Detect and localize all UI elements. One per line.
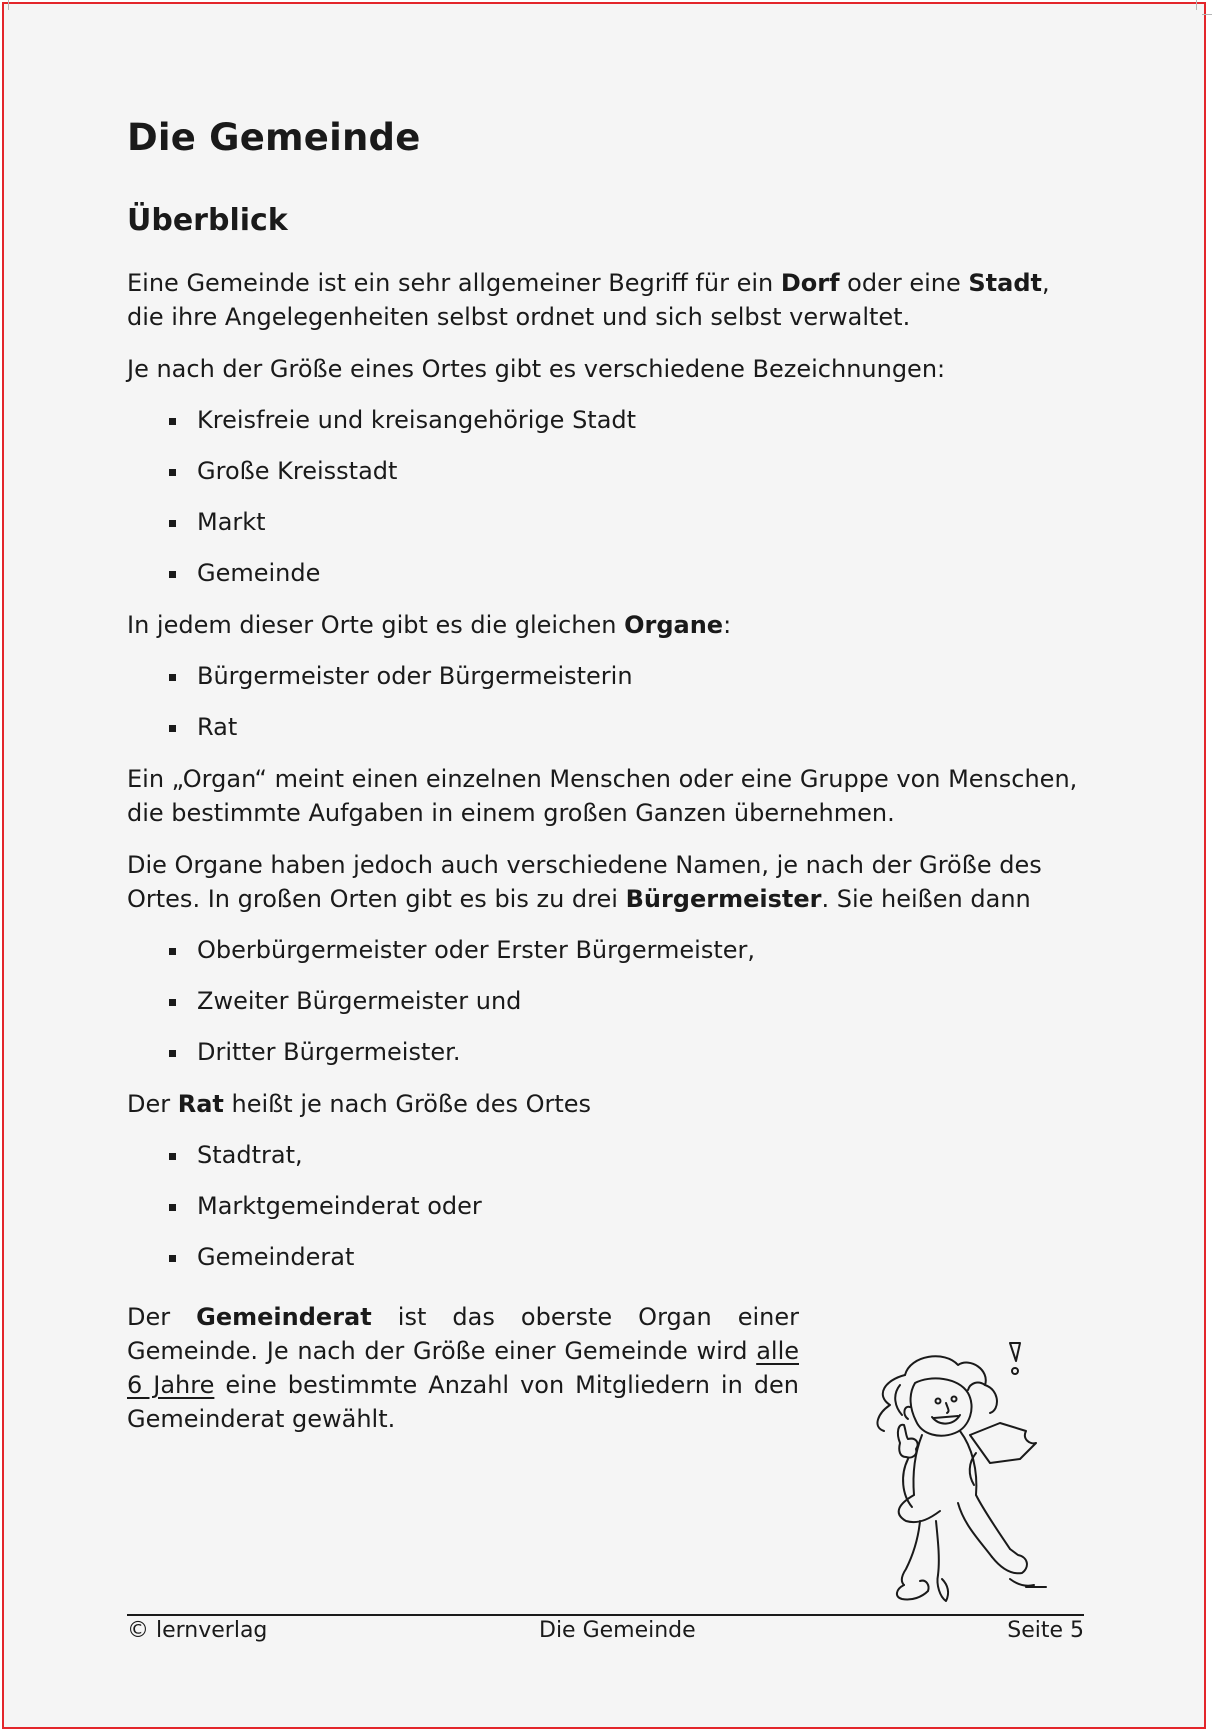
- section-heading: Überblick: [127, 203, 288, 238]
- crop-mark-top-right: [1196, 0, 1197, 10]
- list-item: Gemeinde: [127, 556, 1087, 590]
- list-item: Große Kreisstadt: [127, 454, 1087, 488]
- document-body: [127, 108, 1087, 1436]
- list-item: Dritter Bürgermeister.: [127, 1035, 1087, 1069]
- list-item: Bürgermeister oder Bürgermeisterin: [127, 659, 1087, 693]
- mayors-list: [127, 933, 1087, 1069]
- footer-page-number: Seite 5: [1007, 1618, 1084, 1643]
- footer-title: Die Gemeinde: [539, 1618, 696, 1643]
- footer-publisher: © lernverlag: [127, 1618, 268, 1643]
- list-item: Gemeinderat: [127, 1240, 1087, 1274]
- organs-intro-paragraph: In jedem dieser Orte gibt es die gleichen Organe:: [127, 611, 732, 639]
- list-item: Stadtrat,: [127, 1138, 1087, 1172]
- footer-divider: [127, 1614, 1084, 1616]
- crop-mark-top-left: [8, 0, 9, 10]
- councils-list: [127, 1138, 1087, 1274]
- list-item: Oberbürgermeister oder Erster Bürgermeister,: [127, 933, 1087, 967]
- sizes-list: [127, 403, 1087, 590]
- list-item: Markt: [127, 505, 1087, 539]
- council-intro-paragraph: Der Rat heißt je nach Größe des Ortes: [127, 1090, 592, 1118]
- list-item: Kreisfreie und kreisangehörige Stadt: [127, 403, 1087, 437]
- organ-definition-paragraph: Ein „Organ“ meint einen einzelnen Menschen oder eine Gruppe von Menschen, die bestimmte Aufgaben in einem großen Ganzen übernehmen.: [127, 765, 1078, 827]
- list-item: Zweiter Bürgermeister und: [127, 984, 1087, 1018]
- names-intro-paragraph: Die Organe haben jedoch auch verschiedene Namen, je nach der Größe des Ortes. In großen Orten gibt es bis zu drei Bürgermeister. Sie heißen dann: [127, 851, 1042, 913]
- gemeinderat-paragraph: Der Gemeinderat ist das oberste Organ einer Gemeinde. Je nach der Größe einer Gemeinde wird alle 6 Jahre eine bestimmte Anzahl von Mitgliedern in den Gemeinderat gewählt.: [127, 1303, 800, 1433]
- organs-list: [127, 659, 1087, 744]
- list-item: Rat: [127, 710, 1087, 744]
- page-title: Die Gemeinde: [127, 116, 421, 159]
- list-item: Marktgemeinderat oder: [127, 1189, 1087, 1223]
- sizes-intro-paragraph: Je nach der Größe eines Ortes gibt es verschiedene Bezeichnungen:: [127, 355, 946, 383]
- cartoon-person-sketch-icon: [850, 1335, 1050, 1617]
- crop-mark-right-top: [1202, 14, 1212, 15]
- intro-paragraph: Eine Gemeinde ist ein sehr allgemeiner Begriff für ein Dorf oder eine Stadt, die ihre Angelegenheiten selbst ordnet und sich selbst verwaltet.: [127, 269, 1050, 331]
